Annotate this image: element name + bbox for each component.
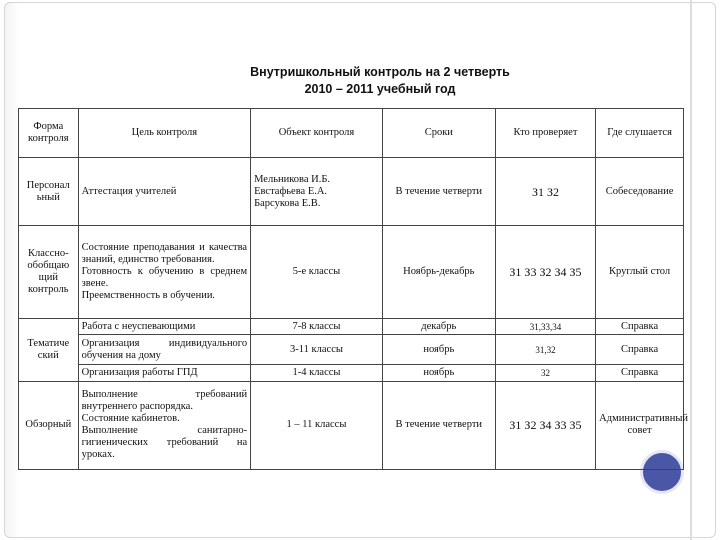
header-term: Сроки xyxy=(382,109,495,158)
cell-term: ноябрь xyxy=(382,335,495,365)
table-row xyxy=(19,365,684,382)
table-row xyxy=(19,158,684,226)
object-text: 7-8 классы xyxy=(292,320,341,332)
object-text: Барсукова Е.В. xyxy=(254,197,321,209)
object-text: 1 – 11 классы xyxy=(286,419,347,431)
object-text: 3-11 классы xyxy=(290,343,343,355)
goal-text: Выполнение санитарно-гигиенических требований на уроках. xyxy=(81,425,248,461)
cell-goal xyxy=(78,158,251,226)
page-title xyxy=(0,64,720,98)
cell-object xyxy=(251,318,383,335)
object-text: Евстафьева Е.А. xyxy=(254,185,328,197)
cell-form: Классно-обобщаю щий контроль xyxy=(19,226,79,319)
cell-goal xyxy=(78,318,251,335)
cell-checker: З1 З2 З4 З3 З5 xyxy=(495,381,595,469)
goal-text: Организация работы ГПД xyxy=(81,367,198,378)
title-line-2: 2010 – 2011 учебный год xyxy=(304,82,456,96)
header-form: Форма контроля xyxy=(19,109,79,158)
table-header-row xyxy=(19,109,684,158)
header-checker: Кто проверяет xyxy=(495,109,595,158)
cell-goal xyxy=(78,381,251,469)
cell-object xyxy=(251,158,383,226)
cell-form: Тематиче ский xyxy=(19,318,79,381)
table-row xyxy=(19,318,684,335)
goal-text: Состояние кабинетов. xyxy=(81,413,180,425)
cell-place: Круглый стол xyxy=(596,226,684,319)
cell-goal xyxy=(78,226,251,319)
cell-goal xyxy=(78,335,251,365)
goal-text: Работа с неуспевающими xyxy=(81,320,196,332)
cell-checker: 31,33,34 xyxy=(495,318,595,335)
cell-form: Обзорный xyxy=(19,381,79,469)
object-text: 5-е классы xyxy=(292,266,341,278)
control-table xyxy=(18,108,689,470)
cell-goal xyxy=(78,365,251,382)
cell-place: Собеседование xyxy=(596,158,684,226)
cell-object xyxy=(251,365,383,382)
cell-term: В течение четверти xyxy=(382,381,495,469)
goal-text: Преемственность в обучении. xyxy=(81,290,216,302)
cell-object xyxy=(251,226,383,319)
cell-place: Справка xyxy=(596,335,684,365)
cell-place: Административный совет xyxy=(596,381,684,469)
goal-text: Организация индивидуального обучения на дому xyxy=(81,337,248,361)
object-text: Мельникова И.Б. xyxy=(254,173,331,185)
cell-term: В течение четверти xyxy=(382,158,495,226)
cell-term: Ноябрь-декабрь xyxy=(382,226,495,319)
cell-object xyxy=(251,381,383,469)
cell-checker: З1 З3 З2 З4 З5 xyxy=(495,226,595,319)
goal-text: Аттестация учителей xyxy=(81,185,177,197)
cell-checker: 32 xyxy=(495,365,595,382)
object-text: 1-4 классы xyxy=(292,367,341,378)
header-object: Объект контроля xyxy=(251,109,383,158)
table-row xyxy=(19,335,684,365)
goal-text: Готовность к обучению в среднем звене. xyxy=(81,266,248,290)
cell-place: Справка xyxy=(596,318,684,335)
header-place: Где слушается xyxy=(596,109,684,158)
title-line-1: Внутришкольный контроль на 2 четверть xyxy=(250,65,510,79)
cell-term: декабрь xyxy=(382,318,495,335)
cell-place: Справка xyxy=(596,365,684,382)
table-row xyxy=(19,226,684,319)
header-goal: Цель контроля xyxy=(78,109,251,158)
cell-object xyxy=(251,335,383,365)
cell-form: Персонал ьный xyxy=(19,158,79,226)
cell-checker: З1 З2 xyxy=(495,158,595,226)
cell-checker: 31,32 xyxy=(495,335,595,365)
table-row xyxy=(19,381,684,469)
goal-text: Выполнение требований внутреннего распорядка. xyxy=(81,389,248,413)
goal-text: Состояние преподавания и качества знаний, единство требования. xyxy=(81,242,248,266)
cell-term: ноябрь xyxy=(382,365,495,382)
